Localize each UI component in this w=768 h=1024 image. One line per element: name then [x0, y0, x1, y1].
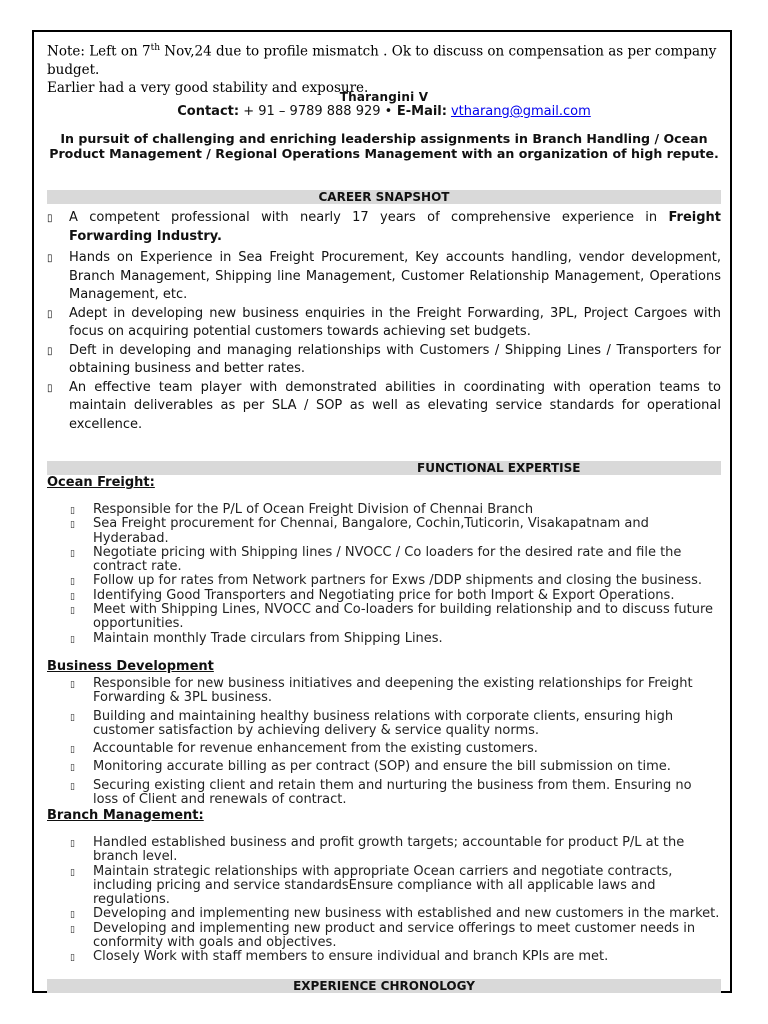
bullet-icon: ▯ — [70, 680, 75, 690]
branch-management-heading: Branch Management: — [47, 808, 204, 823]
bullet-icon: ▯ — [47, 345, 53, 357]
note — [47, 39, 737, 97]
bullet-icon: ▯ — [70, 781, 75, 792]
list-item: ▯ Monitoring accurate billing as per contract (SOP) and ensure the bill submission on time. — [70, 759, 671, 775]
business-development-list — [70, 677, 720, 807]
list-item: ▯ Maintain monthly Trade circulars from Shipping Lines. — [70, 630, 443, 646]
candidate-name: Tharangini V — [339, 90, 429, 104]
business-development-heading: Business Development — [47, 659, 214, 674]
bullet-icon: ▯ — [70, 953, 75, 964]
note-line-1: Note: Left on 7th Nov,24 due to profile mismatch . Ok to discuss on compensation as per company budget. — [47, 43, 717, 78]
separator-bullet: • — [384, 104, 393, 119]
bullet-icon: ▯ — [70, 924, 75, 935]
objective-statement: In pursuit of challenging and enriching leadership assignments in Branch Handling / Ocean Product Management / Regional Operations Management with an organization of high repute. — [49, 131, 719, 161]
list-item: ▯ Accountable for revenue enhancement from the existing customers. — [70, 741, 538, 757]
list-item: ▯ Closely Work with staff members to ensure individual and branch KPIs are met. — [70, 949, 609, 965]
bullet-icon: ▯ — [70, 839, 75, 849]
bullet-icon: ▯ — [70, 520, 75, 531]
ocean-freight-heading: Ocean Freight: — [47, 475, 155, 490]
bullet-icon: ▯ — [70, 763, 75, 774]
bullet-icon: ▯ — [70, 745, 75, 756]
list-item: ▯ Meet with Shipping Lines, NVOCC and Co-loaders for building relationship and to discuss future opportunities. — [70, 602, 714, 632]
ocean-freight-list — [70, 503, 720, 646]
career-snapshot-list — [47, 209, 721, 434]
email-link[interactable]: vtharang@gmail.com — [450, 104, 591, 119]
career-snapshot-heading: CAREER SNAPSHOT — [47, 190, 721, 204]
bullet-icon: ▯ — [70, 606, 75, 617]
bullet-icon: ▯ — [47, 213, 53, 224]
snapshot-item: ▯ Adept in developing new business enquiries in the Freight Forwarding, 3PL, Project Cargoes with focus on acquiring potential customers towards achieving set budgets. — [47, 305, 721, 339]
email-label: E-Mail: — [392, 104, 447, 119]
bullet-icon: ▯ — [47, 253, 53, 264]
bullet-icon: ▯ — [47, 308, 53, 320]
snapshot-item: ▯ A competent professional with nearly 17 years of comprehensive experience in Freight Forwarding Industry. — [47, 210, 721, 244]
bullet-icon: ▯ — [70, 634, 75, 645]
list-item: ▯ Responsible for the P/L of Ocean Freight Division of Chennai Branch — [70, 502, 534, 517]
list-item: ▯ Negotiate pricing with Shipping lines / NVOCC / Co loaders for the desired rate and file the contract rate. — [70, 544, 682, 575]
contact-line — [47, 104, 721, 119]
snapshot-item: ▯ Deft in developing and managing relationships with Customers / Shipping Lines / Transporters for obtaining business and better rates. — [47, 342, 721, 376]
phone-number: + 91 – 9789 888 929 — [239, 104, 385, 119]
list-item: ▯ Handled established business and profit growth targets; accountable for product P/L at the branch level. — [70, 835, 685, 865]
bullet-icon: ▯ — [70, 577, 75, 588]
list-item: ▯ Sea Freight procurement for Chennai, Bangalore, Cochin,Tuticorin, Visakapatnam and Hyderabad. — [70, 516, 649, 546]
note-line-2: Earlier had a very good stability and exposure. — [47, 79, 369, 96]
contact-label: Contact: — [177, 104, 240, 119]
bullet-icon: ▯ — [70, 910, 75, 921]
snapshot-item: ▯ An effective team player with demonstrated abilities in coordinating with operation teams to maintain deliverables as per SLA / SOP as well as elevating service standards for operational excellence. — [47, 379, 721, 432]
list-item: ▯ Follow up for rates from Network partners for Exws /DDP shipments and closing the business. — [70, 573, 702, 589]
bullet-icon: ▯ — [70, 548, 75, 559]
list-item: ▯ Responsible for new business initiatives and deepening the existing relationships for Freight Forwarding & 3PL business. — [70, 676, 693, 706]
bullet-icon: ▯ — [70, 591, 75, 602]
branch-management-list — [70, 836, 720, 965]
bullet-icon: ▯ — [70, 506, 75, 516]
list-item: ▯ Maintain strategic relationships with appropriate Ocean carriers and negotiate contracts, including pricing and service standardsEnsure compliance with all applicable laws and regulations. — [70, 863, 673, 908]
list-item: ▯ Building and maintaining healthy business relations with corporate clients, ensuring high customer satisfaction by achieving delivery & service quality norms. — [70, 708, 674, 738]
bullet-icon: ▯ — [70, 867, 75, 878]
list-item: ▯ Developing and implementing new business with established and new customers in the market. — [70, 906, 720, 922]
list-item: ▯ Developing and implementing new product and service offerings to meet customer needs in conformity with goals and objectives. — [70, 920, 696, 951]
snapshot-item: ▯ Hands on Experience in Sea Freight Procurement, Key accounts handling, vendor development, Branch Management, Shipping line Management, Customer Relationship Management, Operations Management, etc. — [47, 250, 721, 302]
experience-chronology-heading: EXPERIENCE CHRONOLOGY — [47, 979, 721, 993]
functional-expertise-heading: FUNCTIONAL EXPERTISE — [47, 461, 721, 475]
list-item: ▯ Identifying Good Transporters and Negotiating price for both Import & Export Operations. — [70, 587, 675, 603]
bullet-icon: ▯ — [47, 382, 53, 394]
list-item: ▯ Securing existing client and retain them and nurturing the business from them. Ensuring no loss of Client and renewals of contract. — [70, 777, 692, 808]
bullet-icon: ▯ — [70, 712, 75, 723]
